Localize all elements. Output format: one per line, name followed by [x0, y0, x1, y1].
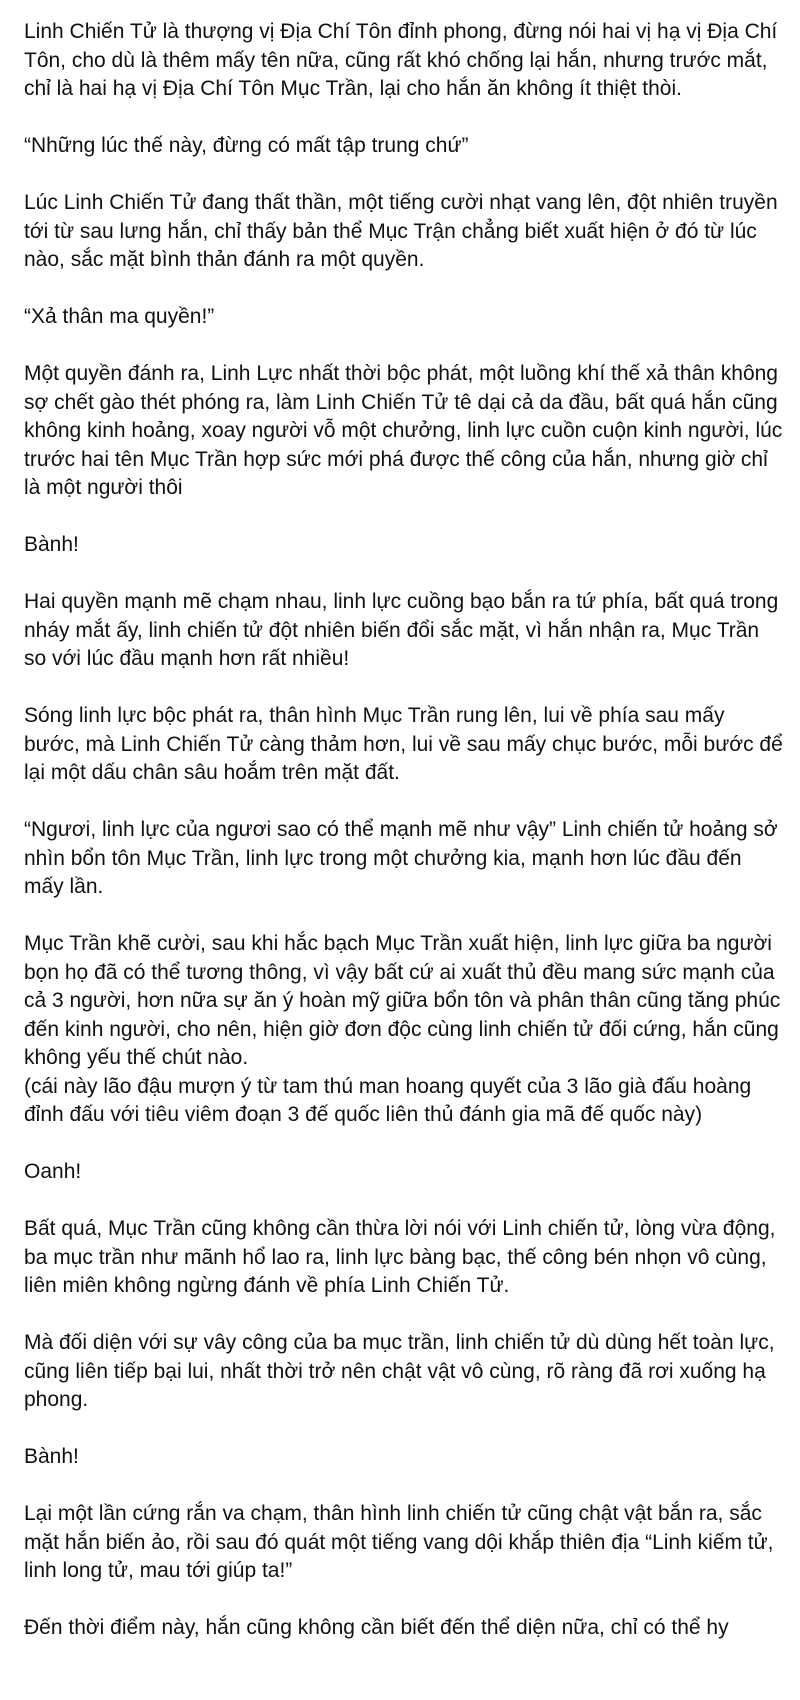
paragraph-10: Mục Trần khẽ cười, sau khi hắc bạch Mục Trần xuất hiện, linh lực giữa ba người bọn họ đã có thể tương thông, vì vậy bất cứ ai xuất thủ đều mang sức mạnh của cả 3 người, hơn nữa sự ăn ý hoàn mỹ giữa bổn tôn và phân thân cũng tăng phúc đến kinh người, cho nên, hiện giờ đơn độc cùng linh chiến tử đối cứng, hắn cũng không yếu thế chút nào. (cái này lão đậu mượn ý từ tam thú man hoang quyết của 3 lão già đấu hoàng đỉnh đấu với tiêu viêm đoạn 3 đế quốc liên thủ đánh gia mã đế quốc này) — [24, 932, 781, 1126]
paragraph-15: Lại một lần cứng rắn va chạm, thân hình linh chiến tử cũng chật vật bắn ra, sắc mặt hắn biến ảo, rồi sau đó quát một tiếng vang dội khắp thiên địa “Linh kiếm tử, linh long tử, mau tới giúp ta!” — [24, 1502, 774, 1582]
paragraph-5: Một quyền đánh ra, Linh Lực nhất thời bộc phát, một luồng khí thế xả thân không sợ chết gào thét phóng ra, làm Linh Chiến Tử tê dại cả da đầu, bất quá hắn cũng không kinh hoảng, xoay người vỗ một chưởng, linh lực cuồn cuộn kinh người, lúc trước hai tên Mục Trần hợp sức mới phá được thế công của hắn, nhưng giờ chỉ là một người thôi — [24, 362, 783, 499]
paragraph-14: Bành! — [24, 1445, 79, 1468]
paragraph-1: Linh Chiến Tử là thượng vị Địa Chí Tôn đỉnh phong, đừng nói hai vị hạ vị Địa Chí Tôn, cho dù là thêm mấy tên nữa, cũng rất khó chống lại hắn, nhưng trước mắt, chỉ là hai hạ vị Địa Chí Tôn Mục Trần, lại cho hắn ăn không ít thiệt thòi. — [24, 20, 778, 100]
paragraph-13: Mà đối diện với sự vây công của ba mục trần, linh chiến tử dù dùng hết toàn lực, cũng liên tiếp bại lui, nhất thời trở nên chật vật vô cùng, rõ ràng đã rơi xuống hạ phong. — [24, 1331, 775, 1411]
paragraph-4: “Xả thân ma quyền!” — [24, 305, 215, 328]
story-text — [24, 18, 784, 1671]
paragraph-9: “Ngươi, linh lực của ngươi sao có thể mạnh mẽ như vậy” Linh chiến tử hoảng sở nhìn bổn tôn Mục Trần, linh lực trong một chưởng kia, mạnh hơn lúc đầu đến mấy lần. — [24, 818, 778, 898]
paragraph-16: Đến thời điểm này, hắn cũng không cần biết đến thể diện nữa, chỉ có thể hy — [24, 1616, 729, 1639]
paragraph-6: Bành! — [24, 533, 79, 556]
paragraph-12: Bất quá, Mục Trần cũng không cần thừa lời nói với Linh chiến tử, lòng vừa động, ba mục trần như mãnh hổ lao ra, linh lực bàng bạc, thế công bén nhọn vô cùng, liên miên không ngừng đánh về phía Linh Chiến Tử. — [24, 1217, 776, 1297]
paragraph-7: Hai quyền mạnh mẽ chạm nhau, linh lực cuồng bạo bắn ra tứ phía, bất quá trong nháy mắt ấy, linh chiến tử đột nhiên biến đổi sắc mặt, vì hắn nhận ra, Mục Trần so với lúc đầu mạnh hơn rất nhiều! — [24, 590, 779, 670]
paragraph-8: Sóng linh lực bộc phát ra, thân hình Mục Trần rung lên, lui về phía sau mấy bước, mà Linh Chiến Tử càng thảm hơn, lui về sau mấy chục bước, mỗi bước để lại một dấu chân sâu hoắm trên mặt đất. — [24, 704, 783, 784]
paragraph-2: “Những lúc thế này, đừng có mất tập trung chứ” — [24, 134, 469, 157]
paragraph-3: Lúc Linh Chiến Tử đang thất thần, một tiếng cười nhạt vang lên, đột nhiên truyền tới từ sau lưng hắn, chỉ thấy bản thể Mục Trận chẳng biết xuất hiện ở đó từ lúc nào, sắc mặt bình thản đánh ra một quyền. — [24, 191, 778, 271]
paragraph-11: Oanh! — [24, 1160, 82, 1183]
